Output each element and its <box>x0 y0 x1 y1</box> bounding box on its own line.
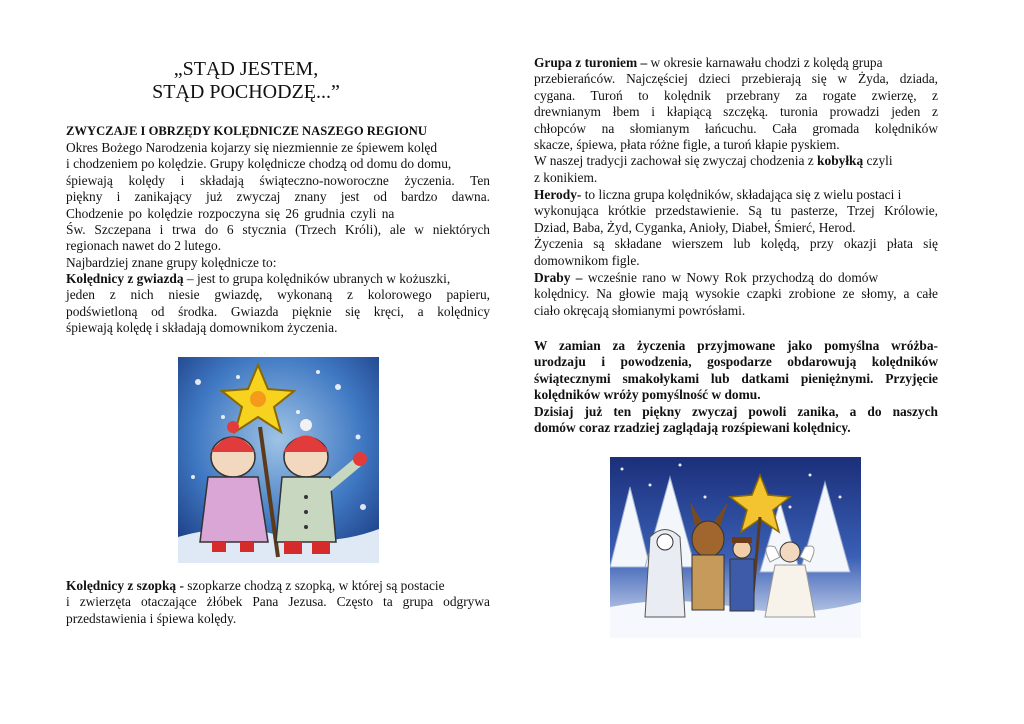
closing-line: domów coraz rzadziej zaglądają rozśpiewani kolędnicy. <box>534 420 851 436</box>
turon-line <box>534 55 938 71</box>
closing-line: W zamian za życzenia przyjmowane jako pomyślna wróżba- <box>534 338 938 353</box>
kobylka-post: czyli <box>863 153 893 169</box>
gwiazda-line: śpiewają kolędę i składają domownikom życzenia. <box>66 320 338 336</box>
turon-line: przebierańców. Najczęściej dzieci przebierają się w Żyda, dziada, <box>534 71 938 87</box>
draby-line: ciało okręcają słomianymi powrósłami. <box>534 302 746 318</box>
turon-line: chłopców na słomianym łańcuchu. Cała gromada kolędników <box>534 120 938 136</box>
closing-paragraph <box>534 338 938 436</box>
intro-line: Najbardziej znane grupy kolędnicze to: <box>66 254 277 270</box>
section-heading: ZWYCZAJE I OBRZĘDY KOLĘDNICZE NASZEGO REGIONU <box>66 124 427 138</box>
herody-line: Dziad, Baba, Żyd, Cyganka, Anioły, Diabeł, Śmierć, Herod. <box>534 219 856 235</box>
szopka-term: Kolędnicy z szopką - <box>66 578 184 593</box>
turon-line: cygana. Turoń to kolędnik przebrany za rogate zwierzę, z <box>534 87 938 103</box>
carolers-with-turon-illustration <box>610 457 861 638</box>
closing-line: świątecznymi smakołykami lub datkami pieniężnymi. Przyjęcie <box>534 370 938 386</box>
carolers-with-star-illustration <box>178 357 379 563</box>
draby-term: Draby – <box>534 270 583 285</box>
intro-line: Chodzenie po kolędzie rozpoczyna się 26 grudnia czyli na <box>66 205 395 221</box>
gwiazda-line: podświetloną od środka. Gwiazda pięknie się kręci, a kolędnicy <box>66 303 490 319</box>
intro-line: Okres Bożego Narodzenia kojarzy się niezmiennie ze śpiewem kolęd <box>66 140 438 155</box>
closing-line: urodzaju i powodzenia, gospodarze obdarowują kolędników <box>534 354 938 370</box>
intro-line: piękny i zanikający już zwyczaj znany jest od bardzo dawna. <box>66 189 490 205</box>
szopka-line: przedstawienia i śpiewa kolędy. <box>66 610 237 626</box>
herody-term: Herody- <box>534 187 582 202</box>
gwiazda-paragraph <box>66 271 490 337</box>
gwiazda-line <box>66 271 490 287</box>
szopka-line <box>66 578 490 594</box>
closing-line: Dzisiaj już ten piękny zwyczaj powoli zanika, a do naszych <box>534 403 938 419</box>
closing-line: kolędników wróży pomyślność w domu. <box>534 387 761 403</box>
turon-paragraph <box>534 55 938 186</box>
gwiazda-line: jeden z nich niesie gwiazdę, wykonaną z kolorowego papieru, <box>66 287 490 303</box>
kobylka-line-2: z konikiem. <box>534 169 598 185</box>
title-line-2: STĄD POCHODZĘ...” <box>152 81 340 103</box>
draby-text: wcześnie rano w Nowy Rok przychodzą do domów <box>582 270 879 285</box>
title-line-1: „STĄD JESTEM, <box>173 58 319 80</box>
gwiazda-text: – jest to grupa kolędników ubranych w kożuszki, <box>183 271 451 286</box>
intro-line: śpiewają kolędy i składają świąteczno-noworoczne życzenia. Ten <box>66 172 490 188</box>
kobylka-pre: W naszej tradycji zachował się zwyczaj chodzenia z <box>534 153 818 169</box>
draby-paragraph <box>534 270 938 319</box>
page-title <box>66 58 426 104</box>
herody-paragraph <box>534 187 938 269</box>
herody-line <box>534 187 938 203</box>
turon-text: w okresie karnawału chodzi z kolędą grupa <box>647 55 883 70</box>
draby-line: kolędnicy. Na głowie mają wysokie czapki zrobione ze słomy, a całe <box>534 286 938 302</box>
intro-line: i chodzeniem po kolędzie. Grupy kolędnicze chodzą od domu do domu, <box>66 156 452 172</box>
kobylka-line <box>534 153 938 169</box>
szopka-line: i zwierzęta otaczające żłóbek Pana Jezusa. Często ta grupa odgrywa <box>66 594 490 610</box>
turon-term: Grupa z turoniem – <box>534 55 648 70</box>
herody-line: wykonująca krótkie przedstawienie. Są tu pasterze, Trzej Królowie, <box>534 203 938 219</box>
carolers-star-drawing <box>178 357 379 563</box>
intro-line: Św. Szczepana i trwa do 6 stycznia (Trzech Króli), ale w niektórych <box>66 222 490 238</box>
turon-line: skacze, śpiewa, płata różne figle, a turoń kłapie pyskiem. <box>534 137 840 153</box>
draby-line <box>534 270 938 286</box>
intro-line: regionach nawet do 2 lutego. <box>66 238 222 254</box>
herody-line: domownikom figle. <box>534 252 640 268</box>
kobylka-term: kobyłką <box>817 153 864 169</box>
herody-line: Życzenia są składane wierszem lub kolędą, przy okazji płata się <box>534 236 938 252</box>
intro-paragraph <box>66 140 490 271</box>
gwiazda-term: Kolędnicy z gwiazdą <box>66 271 184 286</box>
turon-line: drewnianym łbem i kłapiącą szczęką. turonia prowadzi jeden z <box>534 104 938 120</box>
szopka-text: szopkarze chodzą z szopką, w której są postacie <box>183 578 445 593</box>
szopka-paragraph <box>66 578 490 627</box>
carolers-turon-drawing <box>610 457 861 638</box>
herody-text: to liczna grupa kolędników, składająca się z wielu postaci i <box>581 187 902 202</box>
